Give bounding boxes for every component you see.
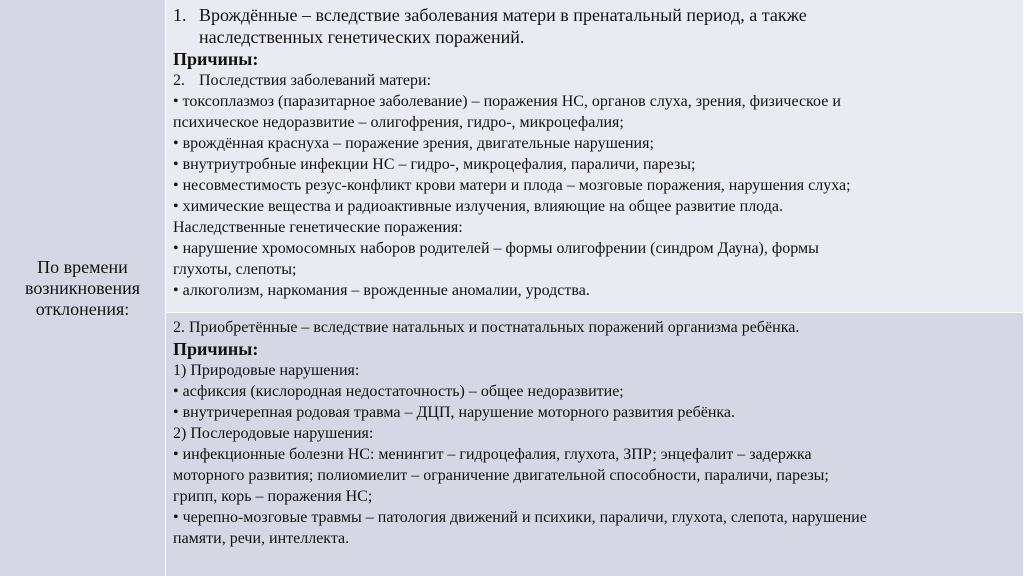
list-item: грипп, корь – поражения НС; [173,488,373,505]
list-item: • несовместимость резус-конфликт крови матери и плода – мозговые поражения, нарушения слуха; [173,177,851,194]
list-item: • токсоплазмоз (паразитарное заболевание) – поражения НС, органов слуха, зрения, физическое и [173,93,841,110]
acquired-cell [166,313,1023,576]
list-item: • алкоголизм, наркомания – врожденные аномалии, уродства. [173,282,590,299]
congenital-subheading: 2. Последствия заболеваний матери: [173,72,432,89]
congenital-cell [166,0,1023,312]
list-item: • внутричерепная родовая травма – ДЦП, нарушение моторного развития ребёнка. [173,404,736,421]
list-item: • внутриутробные инфекции НС – гидро-, микроцефалия, параличи, парезы; [173,156,696,173]
acquired-heading: 2. Приобретённые – вследствие натальных и постнатальных поражений организма ребёнка. [173,319,800,336]
list-item: Наследственные генетические поражения: [173,219,463,236]
list-item: глухоты, слепоты; [173,261,297,278]
list-item: • асфиксия (кислородная недостаточность) – общее недоразвитие; [173,383,624,400]
list-item: памяти, речи, интеллекта. [173,530,350,547]
list-item: • врождённая краснуха – поражение зрения, двигательные нарушения; [173,135,654,152]
list-item: • инфекционные болезни НС: менингит – гидроцефалия, глухота, ЗПР; энцефалит – задержка [173,446,812,463]
list-item: • химические вещества и радиоактивные излучения, влияющие на общее развитие плода. [173,198,783,215]
list-item: 1) Природовые нарушения: [173,362,360,379]
congenital-heading: 1. Врождённые – вследствие заболевания матери в пренатальный период, а также наследственных генетических поражений. [173,5,807,47]
acquired-causes-label: Причины: [173,339,259,359]
row-header-cell [0,0,166,576]
list-item: • нарушение хромосомных наборов родителей – формы олигофрении (синдром Дауна), формы [173,240,819,257]
list-item: • черепно-мозговые травмы – патология движений и психики, параличи, глухота, слепота, нарушение [173,509,867,526]
list-item: 2) Послеродовые нарушения: [173,425,374,442]
row-header-label: По времени возникновения отклонения: [24,256,141,319]
congenital-causes-label: Причины: [173,49,259,69]
list-item: психическое недоразвитие – олигофрения, гидро-, микроцефалия; [173,114,624,131]
list-item: моторного развития; полиомиелит – ограничение двигательной способности, параличи, парезы; [173,467,829,484]
